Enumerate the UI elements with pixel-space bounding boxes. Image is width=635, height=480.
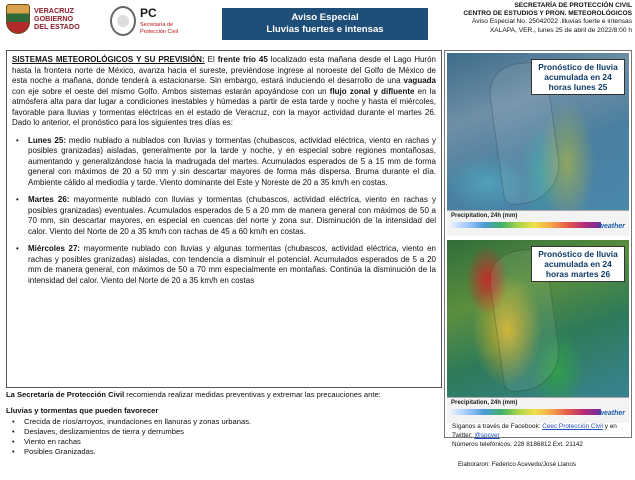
title-banner [222,8,428,40]
logo-ver-line: VERACRUZ [34,6,74,15]
seal-icon [110,6,136,36]
logo-ver-line: GOBIERNO [34,14,74,23]
contact-text: y en [602,423,617,430]
day-text: medio nublado a nublados con lluvias y tormentas (chubascos, actividad eléctrica, viento en rachas y posibles granizadas) aisladas, generalmente por la tarde y noche, y en especial sobre regiones montañosas, aumentando y generalizándose hacia la madrugada del martes. Acumulados esperados de 5 a 15 mm de forma general con máximos de 20 a 50 mm y sin descartar mayores de forma más dispersa. Bruma durante el día. Ambiente cálido al mediodía y tarde. Viento dominante del Este y Noreste de 20 a 35 km/h en costas. [28,135,436,187]
precipitation-scale [447,397,629,423]
pc-logo-title: PC [140,6,157,20]
precaution-item: • Deslaves, deslizamientos de tierra y derrumbes [6,427,442,437]
intro-text: en la atmósfera alta para dar lugar a condiciones inestables y húmedas a partir de esta tarde y noche y hasta el miércoles, favorable para lluvias y tormentas eléctricas en el estado de Veracruz, con la mayor actividad durante el martes 26. Dado lo anterior, el pronóstico para los siguientes tres días es: [12,86,436,127]
meta-line: SECRETARÍA DE PROTECCIÓN CIVIL [514,2,632,9]
pc-sub-line: Protección Civil [140,28,178,35]
twitter-link[interactable]: @spcver [474,432,500,439]
precautions-lead [6,390,442,400]
map-caption: Pronóstico de lluvia acumulada en 24 horas lunes 25 [531,59,625,95]
issuer-meta [463,2,632,35]
logo-ver-line: DEL ESTADO [34,22,80,31]
header [0,0,635,46]
veracruz-logo-text [34,7,80,31]
day-label: Martes 26: [28,195,70,204]
veracruz-shield-icon [6,4,30,34]
facebook-line [452,422,632,431]
lead-text: recomienda realizar medidas preventivas y extremar las precauciones ante: [124,390,381,399]
forecast-maps-column [444,50,632,438]
intro-bold: frente frío 45 [217,55,268,64]
rain-map-monday [447,53,629,236]
rain-map-tuesday [447,240,629,423]
phone-line: Números telefónicos: 228 8186812 Ext. 21142 [452,441,583,448]
banner-subtitle: Lluvias fuertes e intensas [266,24,384,35]
day-text: mayormente nublado con lluvias y tormentas (chubascos, actividad eléctrica, viento en rachas y posibles granizadas) eventuales. Acumulados esperados de 5 a 20 mm de manera general con máximos de 50 a 70 mm, sin descartar mayores, en especial en cuencas del norte y zona sur. Disminución de la intensidad del calor. Viento del Norte de 20 a 35 km/h con rachas de 45 a 60 km/h en costas. [28,195,436,236]
color-scale-bar [451,409,601,415]
contact-info [452,422,632,449]
scale-label: Precipitation, 24h (mm) [451,213,518,219]
veracruz-government-logo [6,4,102,42]
weather-brand: weather [598,410,625,417]
map-caption: Pronóstico de lluvia acumulada en 24 horas martes 26 [531,246,625,282]
intro-paragraph [12,55,436,129]
forecast-day-item [12,244,436,286]
precautions-list [6,417,442,457]
intro-title: SISTEMAS METEOROLÓGICOS Y SU PREVISIÓN: [12,55,205,64]
meta-line: Aviso Especial No. 25042022 .llluvias fuerte e intensas [471,18,632,26]
intro-bold: vaguada [403,76,436,85]
precautions-subtitle: Lluvias y tormentas que pueden favorecer [6,406,159,415]
meta-line: XALAPA, VER., lunes 25 de abril de 2022/8:00 h [489,26,632,34]
proteccion-civil-logo [110,4,202,42]
scale-label: Precipitation, 24h (mm) [451,400,518,406]
day-label: Miércoles 27: [28,244,81,253]
intro-text: localizado esta mañana desde el Lago Hurón hasta la frontera norte de México, avanza hacia el sureste, previéndose ingrese al noroeste del Golfo de México de esta noche a mañana, donde tenderá a estacionarse. Sin embargo, estará induciendo el desarrollo de una [12,55,436,85]
intro-bold: flujo zonal y difluente [329,86,415,96]
forecast-day-item [12,195,436,237]
intro-text: con eje sobre el oeste del mismo Golfo. Ambos sistemas estarán apoyándose con un [12,86,330,96]
banner-title: Aviso Especial [291,12,359,23]
pc-logo-subtitle [140,22,178,35]
meta-line: CENTRO DE ESTUDIOS Y PRON. METEOROLÓGICOS [463,10,632,18]
precaution-item: • Posibles Granizadas. [6,447,442,457]
day-label: Lunes 25: [28,135,66,145]
precautions-section [6,390,442,478]
pc-sub-line: Secretaría de [140,22,174,28]
contact-text: Síganos a través de Facebook: [452,423,543,430]
agency-name: La Secretaría de Protección Civil [6,390,125,399]
daily-forecast-list [12,136,436,287]
forecast-text-box [6,50,442,388]
day-text: mayormente nublado con lluvias y algunas tormentas (chubascos, actividad eléctrica, viento en rachas y posibles granizadas) aisladas, con tendencia a disminuir el potencial. Acumulados esperados de 5 a 20 mm de manera general, con máximos de 50 a 70 mm especialmente en montañas. Continúa la disminución de la intensidad del calor. Viento del Norte de 20 a 35 km/h en costas [28,244,436,285]
facebook-link[interactable]: Ceec Protección Civil [542,423,603,430]
credits: Elaboraron: Federico Acevedo/José Llanos [458,461,576,468]
color-scale-bar [451,222,601,228]
precaution-item: • Crecida de ríos/arroyos, inundaciones en llanuras y zonas urbanas. [6,417,442,427]
twitter-line [452,431,632,440]
precaution-item: • Viento en rachas [6,437,442,447]
forecast-day-item [12,136,436,189]
weather-brand: weather [598,223,625,230]
precipitation-scale [447,210,629,236]
intro-text: El [204,55,218,64]
contact-text: Twitter: [452,432,475,439]
